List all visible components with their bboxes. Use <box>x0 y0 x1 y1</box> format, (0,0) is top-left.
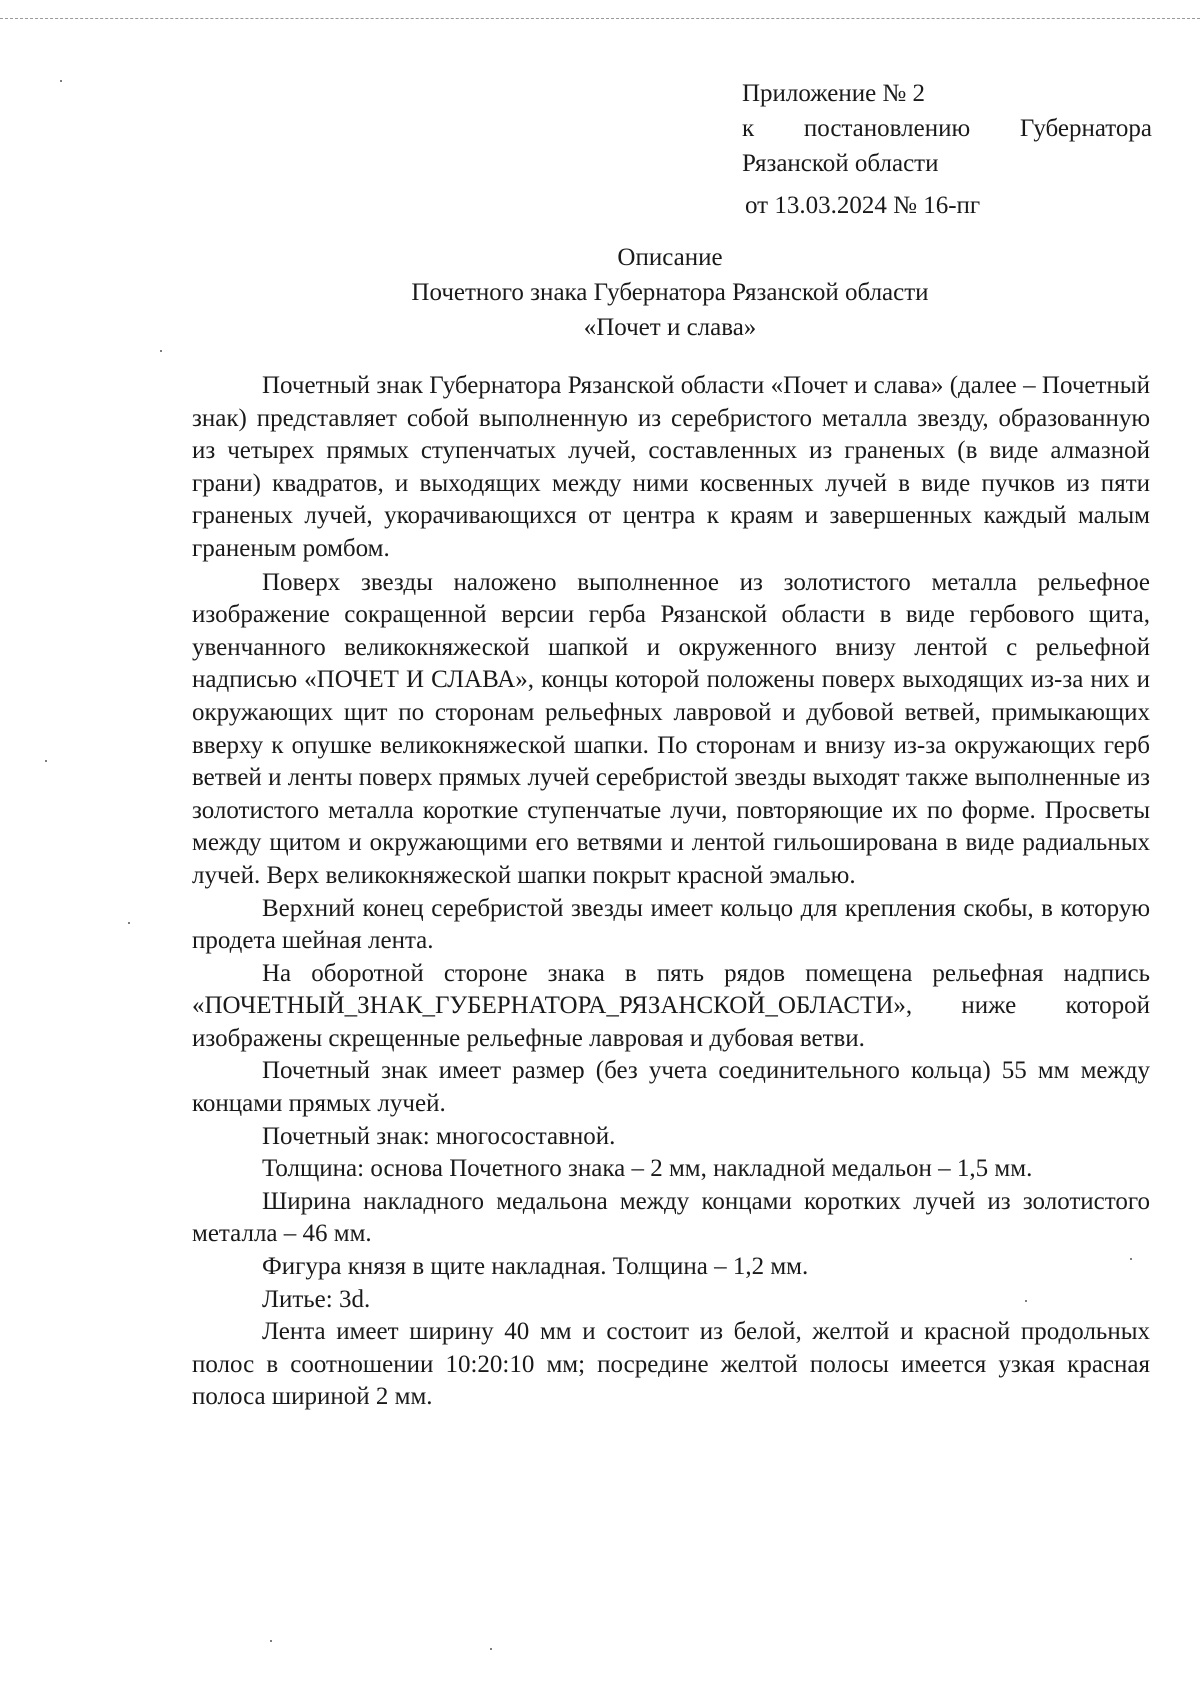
region-name: Рязанской области <box>742 150 939 177</box>
paragraph-ribbon: Лента имеет ширину 40 мм и состоит из белой, желтой и красной продольных полос в соотношении 10:20:10 мм; посредине желтой полосы имеется узкая красная полоса шириной 2 мм. <box>192 1318 1150 1411</box>
scan-speck <box>270 1640 272 1642</box>
scan-speck <box>45 760 47 762</box>
paragraph-casting: Литье: 3d. <box>262 1285 371 1313</box>
scan-speck <box>1025 1300 1027 1302</box>
paragraph-composite: Почетный знак: многосоставной. <box>262 1122 616 1150</box>
paragraph-emblem-description: Поверх звезды наложено выполненное из золотистого металла рельефное изображение сокращенной версии герба Рязанской области в виде гербового щита, увенчанного великокняжеской шапкой и окруженного внизу лентой с рельефной надписью «ПОЧЕТ И СЛАВА», концы которой положены поверх выходящих из-за них и окружающих щит по сторонам рельефных лавровой и дубовой ветвей, примыкающих вверху к опушке великокняжеской шапки. По сторонам и внизу из-за окружающих герб ветвей и ленты поверх прямых лучей серебристой звезды выходят также выполненные из золотистого металла короткие ступенчатые лучи, повторяющие их по форме. Просветы между щитом и окружающими его ветвями и лентой гильоширована в виде радиальных лучей. Верх великокняжеской шапки покрыт красной эмалью. <box>192 568 1150 889</box>
scan-speck <box>128 922 130 924</box>
paragraph-size: Почетный знак имеет размер (без учета соединительного кольца) 55 мм между концами прямых лучей. <box>192 1057 1150 1118</box>
document-body <box>192 370 1150 1414</box>
scan-speck <box>160 350 162 352</box>
scan-speck <box>490 1648 492 1650</box>
paragraph-reverse-side: На оборотной стороне знака в пять рядов помещена рельефная надпись «ПОЧЕТНЫЙ_ЗНАК_ГУБЕРНАТОРА_РЯЗАНСКОЙ_ОБЛАСТИ», ниже которой изображены скрещенные рельефные лавровая и дубовая ветви. <box>192 959 1150 1052</box>
scan-speck <box>1130 1258 1132 1260</box>
appendix-number: Приложение № 2 <box>742 80 926 107</box>
decree-date: от 13.03.2024 № 16-пг <box>745 192 981 219</box>
scan-speck <box>60 80 62 82</box>
scan-edge-line <box>0 18 1200 19</box>
title-description: Описание <box>617 244 723 271</box>
document-title <box>190 240 1150 345</box>
paragraph-thickness: Толщина: основа Почетного знака – 2 мм, накладной медальон – 1,5 мм. <box>262 1155 1033 1183</box>
paragraph-star-description: Почетный знак Губернатора Рязанской области «Почет и слава» (далее – Почетный знак) представляет собой выполненную из серебристого металла звезду, образованную из четырех прямых ступенчатых лучей, составленных из граненых (в виде алмазной грани) квадратов, и выходящих между ними косвенных лучей в виде пучков из пяти граненых лучей, укорачивающихся от центра к краям и завершенных каждый малым граненым ромбом. <box>192 372 1150 562</box>
decree-reference: к постановлению Губернатора <box>742 115 1152 142</box>
title-badge-motto: «Почет и слава» <box>583 314 757 341</box>
paragraph-ring: Верхний конец серебристой звезды имеет кольцо для крепления скобы, в которую продета шейная лента. <box>192 894 1150 955</box>
paragraph-prince-figure: Фигура князя в щите накладная. Толщина – 1,2 мм. <box>262 1253 809 1281</box>
paragraph-medallion-width: Ширина накладного медальона между концами коротких лучей из золотистого металла – 46 мм. <box>192 1187 1150 1248</box>
title-badge-name: Почетного знака Губернатора Рязанской области <box>411 279 929 306</box>
appendix-header <box>742 76 1152 223</box>
